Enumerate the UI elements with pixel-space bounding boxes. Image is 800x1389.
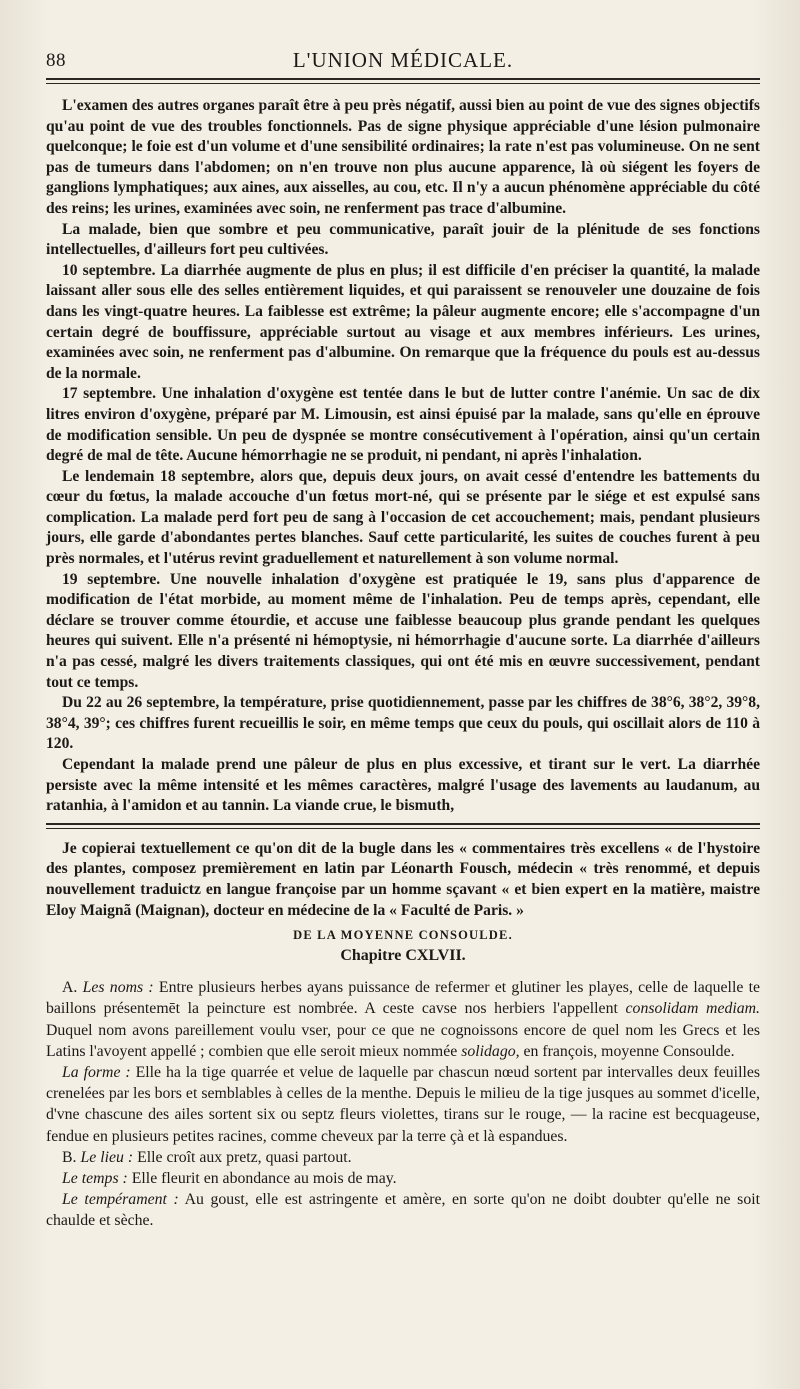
entry-heading: Le temps : — [62, 1169, 128, 1187]
section-divider — [46, 823, 760, 825]
herbal-entry — [46, 1147, 760, 1168]
paragraph: Du 22 au 26 septembre, la température, prise quotidiennement, passe par les chiffres de 38°6, 38°2, 39°8, 38°4, 39°; ces chiffres furent recueillis le soir, en même temps que ceux du pouls, qui oscillait alors de 110 à 120. — [46, 694, 760, 753]
paragraph: Le lendemain 18 septembre, alors que, depuis deux jours, on avait cessé d'entendre les battements du cœur du fœtus, la malade accouche d'un fœtus mort-né, qui se présente par le siége et est expulsé sans complication. La malade perd fort peu de sang à l'occasion de cet accouchement; mais, pendant plusieurs jours, elle garde d'abondantes pertes blanches. Sauf cette particularité, les suites de couches furent à peu près normales, et l'utérus revint graduellement et naturellement à son volume normal. — [46, 467, 760, 568]
entry-heading: Le lieu : — [80, 1148, 134, 1166]
chapter-title: Chapitre CXLVII. — [340, 947, 466, 965]
paragraph: La malade, bien que sombre et peu communicative, paraît jouir de la plénitude de ses fonctions intellectuelles, d'ailleurs fort peu cultivées. — [46, 220, 760, 259]
entry-heading: Le tempérament : — [62, 1191, 179, 1209]
herbal-entry — [46, 977, 760, 1062]
herbal-entry — [46, 1168, 760, 1189]
entry-label: B. — [62, 1148, 77, 1166]
paragraph: 17 septembre. Une inhalation d'oxygène est tentée dans le but de lutter contre l'anémie. Un sac de dix litres environ d'oxygène, préparé par M. Limousin, est ainsi épuisé par la malade, sans qu'elle en éprouve de modification sensible. Un peu de dyspnée se montre consécutivement à l'opération, ainsi qu'un certain degré de mal de tête. Aucune hémorrhagie ne se produit, ni pendant, ni après l'inhalation. — [46, 385, 760, 465]
entry-heading: La forme : — [62, 1063, 131, 1081]
herbal-entry — [46, 1189, 760, 1231]
entry-text: Entre plusieurs herbes ayans puissance de refermer et glutiner les playes, celle de laquelle te baillons présentemēt la peincture est nombrée. A ceste cavse nos herbiers l'appellent — [46, 979, 760, 1018]
entry-text: Au goust, elle est astringente et amère, en sorte qu'on ne doibt doubter qu'elle ne soit chaulde et sèche. — [46, 1191, 760, 1230]
entry-label: A. — [62, 979, 78, 997]
entry-heading: Les noms : — [82, 979, 154, 997]
paragraph: 19 septembre. Une nouvelle inhalation d'oxygène est pratiquée le 19, sans plus d'apparence de modification de l'état morbide, au moment même de l'inhalation. Peu de temps après, cependant, elle déclare se trouver comme étourdie, et accuse une faiblesse beaucoup plus grande pendant les quelques heures qui suivent. Elle n'a présenté ni hémoptysie, ni hémorrhagie d'aucune sorte. La diarrhée d'ailleurs n'a pas cessé, malgré les divers traitements classiques, qui ont été mis en œuvre successivement, pendant tout ce temps. — [46, 570, 760, 691]
section-divider — [46, 828, 760, 829]
feuilleton-intro: Je copierai textuellement ce qu'on dit de la bugle dans les « commentaires très excellens « de l'hystoire des plantes, composez premièrement en latin par Léonarth Fousch, médecin « très renommé, et depuis nouvellement traduictz en langue françoise par un homme sçavant « et bien expert en la matière, maistre Eloy Maignã (Maignan), docteur en médecine de la « Faculté de Paris. » — [46, 839, 760, 919]
main-article — [46, 96, 760, 817]
entry-latin-name: consolidam mediam. — [625, 1000, 760, 1018]
header-rule — [46, 83, 760, 84]
section-title: DE LA MOYENNE CONSOULDE. — [293, 928, 513, 943]
paragraph: Cependant la malade prend une pâleur de plus en plus excessive, et tirant sur le vert. La diarrhée persiste avec la même intensité et les mêmes caractères, malgré l'usage des lavements au laudanum, au ratanhia, à l'amidon et au tannin. La viande crue, le bismuth, — [46, 756, 760, 815]
entry-text: en françois, moyenne Consoulde. — [523, 1042, 735, 1060]
entry-text: Elle croît aux pretz, quasi partout. — [137, 1148, 352, 1166]
entry-latin-name: solidago, — [461, 1042, 520, 1060]
page-number: 88 — [46, 50, 66, 71]
entry-text: Elle ha la tige quarrée et velue de laquelle par chascun nœud sortent par intervalles deux feuilles crenelées par les bors et semblables à celles de la menthe. Depuis le milieu de la tige jusques au sommet d'icelle, d'vne chascune des ailes sortent six ou septz fleurs violettes, tirans sur le rouge, — la racine est becquageuse, fendue en plusieurs petites racines, comme cheveux par la terre çà et là espandues. — [46, 1063, 761, 1145]
entry-text: Elle fleurit en abondance au mois de may. — [131, 1169, 397, 1187]
page-header — [46, 44, 760, 80]
herbal-entries — [46, 977, 760, 1231]
paragraph: L'examen des autres organes paraît être à peu près négatif, aussi bien au point de vue des signes objectifs qu'au point de vue des troubles fonctionnels. Pas de signe physique appréciable d'une lésion pulmonaire quelconque; le foie est d'un volume et d'une sensibilité ordinaires; la rate n'est pas volumineuse. On ne sent pas de tumeurs dans l'abdomen; on n'en trouve non plus aucune apparence, là où siégent les foyers de ganglions lymphatiques; aux aines, aux aisselles, au cou, etc. Il n'y a aucun phénomène appréciable du côté des reins; les urines, examinées avec soin, ne renferment pas trace d'albumine. — [46, 97, 760, 217]
running-head: L'UNION MÉDICALE. — [292, 48, 514, 72]
entry-text: Duquel nom avons pareillement voulu vser, pour ce que ne cognoissons encore de quel nom les Grecs et les Latins l'avoyent appellé ; combien que elle seroit mieux nommée — [46, 1021, 760, 1060]
paragraph: 10 septembre. La diarrhée augmente de plus en plus; il est difficile d'en préciser la quantité, la malade laissant aller sous elle des selles entièrement liquides, et qui paraissent se renouveler une douzaine de fois dans les vingt-quatre heures. La faiblesse est extrême; la pâleur augmente encore; elle s'accompagne d'un certain degré de bouffissure, appréciable surtout au visage et aux membres inférieurs. Les urines, examinées avec soin, ne renferment pas d'albumine. On remarque que la fréquence du pouls est au-dessus de la normale. — [46, 261, 760, 382]
herbal-entry — [46, 1062, 760, 1147]
feuilleton — [46, 839, 760, 1232]
